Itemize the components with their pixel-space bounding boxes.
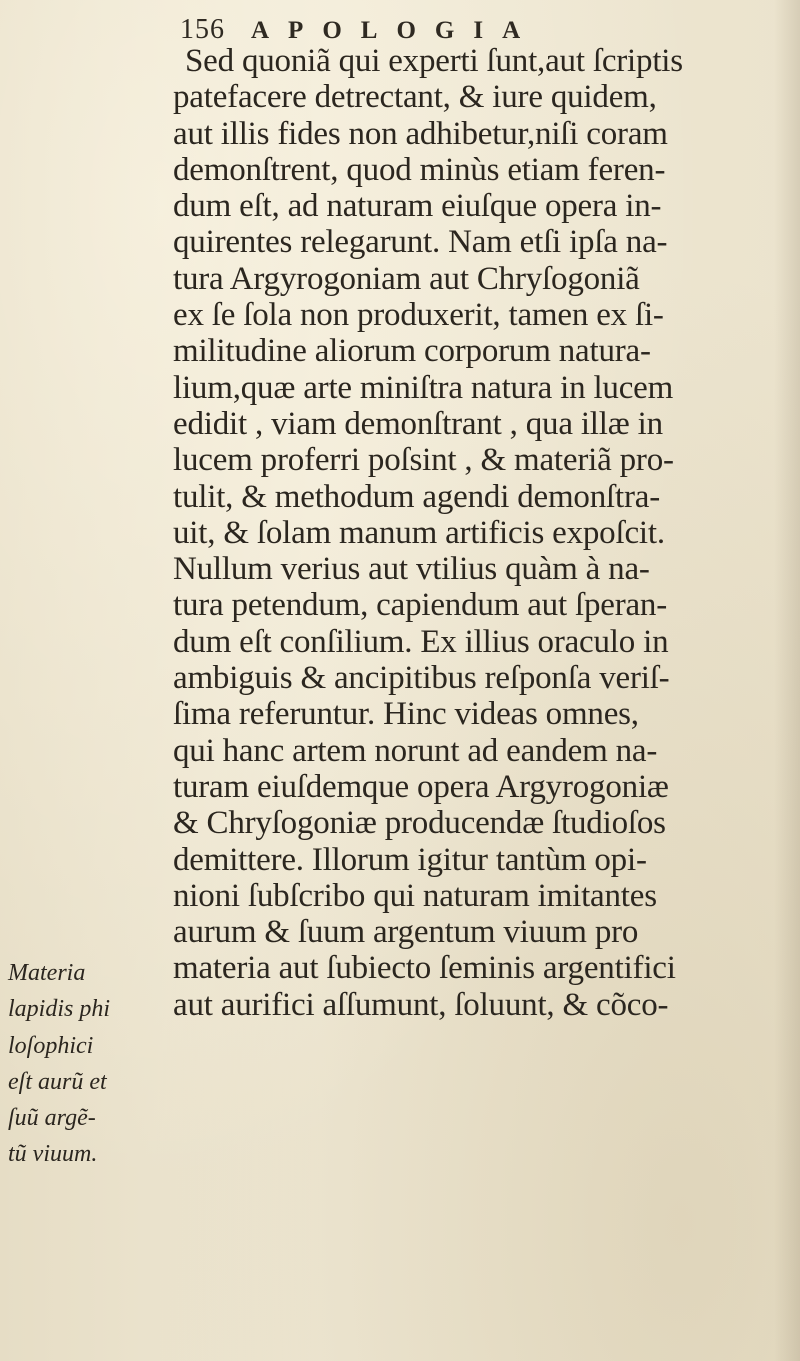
text-line: materia aut ſubiecto ſeminis argentifici	[173, 950, 676, 987]
main-text-block	[173, 43, 798, 1023]
text-line: demonſtrent, quod minùs etiam feren-	[173, 151, 666, 188]
text-line: tura petendum, capiendum aut ſperan-	[173, 587, 668, 624]
text-line: ſima referuntur. Hinc videas omnes,	[173, 696, 639, 733]
marginal-note-line: ſuũ argẽ-	[8, 1105, 96, 1132]
text-line: Nullum verius aut vtilius quàm à na-	[173, 551, 650, 588]
marginal-note-line: tũ viuum.	[8, 1141, 98, 1168]
text-line: aurum & ſuum argentum viuum pro	[173, 914, 639, 951]
text-line: lium,quæ arte miniſtra natura in lucem	[173, 369, 674, 406]
text-line: dum eſt conſilium. Ex illius oraculo in	[173, 623, 669, 660]
text-line: demittere. Illorum igitur tantùm opi-	[173, 841, 647, 878]
text-line: dum eſt, ad naturam eiuſque opera in-	[173, 188, 662, 225]
marginal-note-line: eſt aurũ et	[8, 1068, 107, 1095]
text-line: edidit , viam demonſtrant , qua illæ in	[173, 405, 663, 442]
marginal-note-line: loſophici	[8, 1032, 94, 1059]
text-line: nioni ſubſcribo qui naturam imitantes	[173, 877, 657, 914]
text-line: tura Argyrogoniam aut Chryſogoniã	[173, 260, 640, 297]
text-line: ambiguis & ancipitibus reſponſa veriſ-	[173, 660, 670, 697]
text-line: patefacere detrectant, & iure quidem,	[173, 79, 657, 116]
running-head: APOLOGIA	[251, 17, 540, 44]
text-line: aut aurifici aſſumunt, ſoluunt, & cõco-	[173, 986, 669, 1023]
marginal-note-line: Materia	[8, 960, 86, 986]
text-line: quirentes relegarunt. Nam etſi ipſa na-	[173, 224, 668, 261]
text-line: ex ſe ſola non produxerit, tamen ex ſi-	[173, 297, 664, 334]
page-number: 156	[180, 14, 225, 45]
text-line: & Chryſogoniæ producendæ ſtudioſos	[173, 805, 666, 842]
text-line: aut illis fides non adhibetur,niſi coram	[173, 115, 668, 152]
text-line: turam eiuſdemque opera Argyrogoniæ	[173, 768, 669, 805]
text-line: lucem proferri poſsint , & materiã pro-	[173, 442, 674, 479]
text-line: Sed quoniã qui experti ſunt,aut ſcriptis	[185, 43, 683, 79]
text-line: qui hanc artem norunt ad eandem na-	[173, 732, 658, 769]
marginal-note	[8, 955, 168, 1173]
text-line: tulit, & methodum agendi demonſtra-	[173, 478, 660, 515]
marginal-note-line: lapidis phi	[8, 996, 111, 1023]
text-line: militudine aliorum corporum natura-	[173, 333, 651, 370]
text-line: uit, & ſolam manum artificis expoſcit.	[173, 514, 665, 551]
